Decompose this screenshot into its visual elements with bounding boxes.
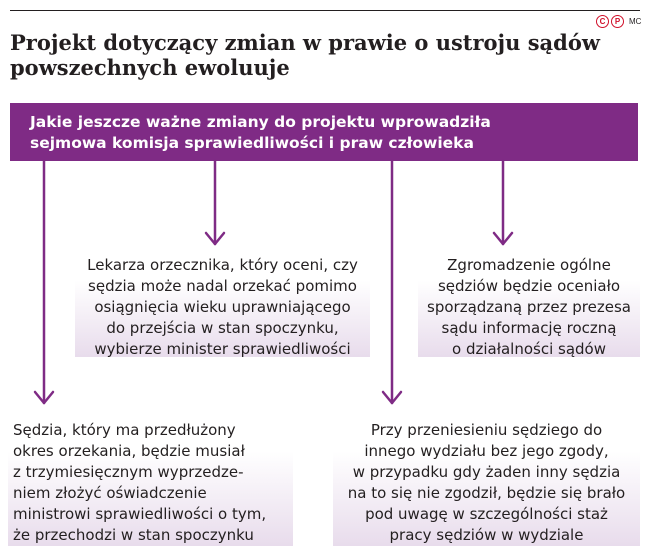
- box-line: że przechodzi w stan spoczynku: [13, 526, 254, 544]
- box-line: pracy sędziów w wydziale: [389, 526, 584, 544]
- box-line: niem złożyć oświadczenie: [13, 484, 207, 502]
- phonogram-icon: P: [611, 15, 624, 28]
- title-line-2: powszechnych ewoluuje: [10, 55, 290, 80]
- banner-line-2: sejmowa komisja sprawiedliwości i praw człowieka: [30, 134, 474, 152]
- box-line: sędzia może nadal orzekać pomimo: [88, 277, 357, 295]
- arrow-to-box-3: [35, 161, 53, 403]
- box-line: w przypadku gdy żaden inny sędzia: [352, 463, 621, 481]
- change-box-transfer: [333, 420, 640, 546]
- box-line: sądu informację roczną: [441, 319, 617, 337]
- box-line: z trzymiesięcznym wyprzedze-: [13, 463, 244, 481]
- change-box-medical-examiner: [75, 255, 370, 357]
- box-line: Sędzia, który ma przedłużony: [13, 421, 236, 439]
- change-box-retirement-notice: [8, 420, 293, 546]
- box-line: o działalności sądów: [452, 340, 606, 358]
- box-line: sporządzaną przez prezesa: [427, 298, 631, 316]
- box-line: pod uwagę w szczególności staż: [365, 505, 608, 523]
- author-credit: MC: [629, 17, 642, 26]
- box-line: sędziów będzie oceniało: [437, 277, 621, 295]
- box-line: na to się nie zgodził, będzie się brało: [347, 484, 626, 502]
- change-box-general-assembly: [418, 255, 640, 357]
- copyright-icon: C: [596, 15, 609, 28]
- banner-line-1: Jakie jeszcze ważne zmiany do projektu wprowadziła: [30, 113, 491, 131]
- box-line: okres orzekania, będzie musiał: [13, 442, 245, 460]
- box-line: Lekarza orzecznika, który oceni, czy: [87, 256, 358, 274]
- box-line: Zgromadzenie ogólne: [447, 256, 611, 274]
- title-line-1: Projekt dotyczący zmian w prawie o ustroju sądów: [10, 30, 600, 55]
- arrow-to-box-1: [206, 161, 224, 244]
- box-line: osiągnięcia wieku uprawniającego: [94, 298, 351, 316]
- box-line: ministrowi sprawiedliwości o tym,: [13, 505, 267, 523]
- box-line: do przejścia w stan spoczynku,: [106, 319, 339, 337]
- box-line: innego wydziału bez jego zgody,: [364, 442, 609, 460]
- arrow-to-box-2: [494, 161, 512, 244]
- box-line: wybierze minister sprawiedliwości: [94, 340, 351, 358]
- box-line: Przy przeniesieniu sędziego do: [370, 421, 603, 439]
- arrow-to-box-4: [383, 161, 401, 403]
